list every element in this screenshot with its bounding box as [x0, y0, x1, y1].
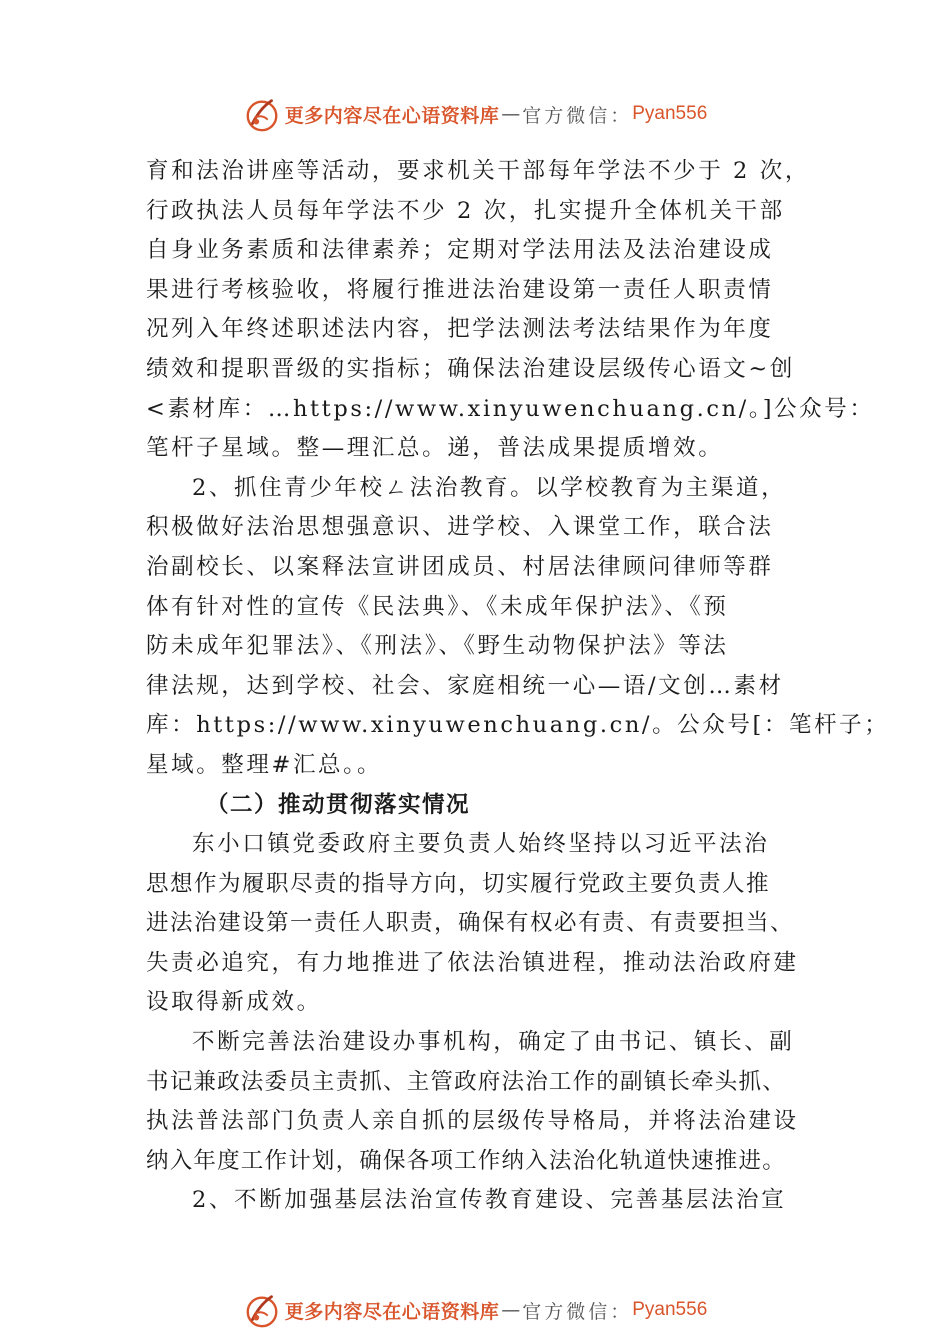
body-line: 库：https://www.xinyuwenchuang.cn/。公众号[：笔杆子； [146, 712, 890, 739]
section-heading: （二）推动贯彻落实情况 [206, 791, 471, 818]
body-line: 纳入年度工作计划，确保各项工作纳入法治化轨道快速推进。 [146, 1147, 786, 1174]
paragraph-start-line: 不断完善法治建设办事机构，确定了由书记、镇长、副 [192, 1029, 795, 1056]
body-line: 笔杆子星域。整—理汇总。递，普法成果提质增效。 [146, 435, 724, 462]
body-line: 律法规，达到学校、社会、家庭相统一心—语/文创…素材 [146, 672, 784, 699]
watermark-separator: — [501, 103, 521, 125]
body-line: 况列入年终述职述法内容，把学法测法考法结果作为年度 [146, 316, 774, 343]
body-line: 设取得新成效。 [146, 989, 322, 1016]
body-line: 星域。整理#汇总。。 [146, 751, 383, 778]
watermark-main-text: 更多内容尽在心语资料库 [284, 104, 500, 127]
body-line: <素材库：…https://www.xinyuwenchuang.cn/。]公众号： [146, 395, 875, 422]
body-line: 失责必追究，有力地推进了依法治镇进程，推动法治政府建 [146, 949, 799, 976]
body-line: 进法治建设第一责任人职责，确保有权必有责、有责要担当、 [146, 910, 795, 937]
paragraph-start-line: 东小口镇党委政府主要负责人始终坚持以习近平法治 [192, 831, 770, 858]
brush-logo-icon [243, 1291, 281, 1329]
body-line: 治副校长、以案释法宣讲团成员、村居法律顾问律师等群 [146, 553, 774, 580]
watermark-banner-top [0, 94, 950, 134]
brush-logo-icon [243, 95, 281, 133]
paragraph-start-line: 2、不断加强基层法治宣传教育建设、完善基层法治宣 [192, 1187, 787, 1214]
body-line: 体有针对性的宣传《民法典》、《未成年保护法》、《预 [146, 593, 729, 620]
watermark-banner-bottom [0, 1290, 950, 1330]
watermark-main-text: 更多内容尽在心语资料库 [284, 1300, 500, 1323]
document-body [146, 152, 890, 1221]
body-line: 绩效和提职晋级的实指标；确保法治建设层级传心语文~创 [146, 355, 795, 382]
watermark-wechat-id: Pyan556 [632, 103, 708, 124]
watermark-wechat-id: Pyan556 [632, 1299, 708, 1320]
body-line: 书记兼政法委员主责抓、主管政府法治工作的副镇长牵头抓、 [146, 1068, 786, 1095]
body-line: 育和法治讲座等活动，要求机关干部每年学法不少于 2 次， [146, 158, 810, 184]
watermark-separator: — [501, 1299, 521, 1321]
body-line: 行政执法人员每年学法不少 2 次，扎实提升全体机关干部 [146, 197, 785, 224]
body-line: 思想作为履职尽责的指导方向，切实履行党政主要负责人推 [146, 870, 771, 897]
watermark-wechat-label: 官方微信： [522, 104, 633, 127]
body-line: 积极做好法治思想强意识、进学校、入课堂工作，联合法 [146, 514, 774, 541]
body-line: 果进行考核验收，将履行推进法治建设第一责任人职责情 [146, 276, 774, 303]
body-line: 执法普法部门负责人亲自抓的层级传导格局，并将法治建设 [146, 1108, 799, 1135]
watermark-wechat-label: 官方微信： [522, 1300, 633, 1323]
body-line: 防未成年犯罪法》、《刑法》、《野生动物保护法》等法 [146, 633, 729, 660]
paragraph-start-line: 2、抓住青少年校ㄥ法治教育。以学校教育为主渠道， [192, 474, 787, 501]
body-line: 自身业务素质和法律素养；定期对学法用法及法治建设成 [146, 237, 774, 264]
